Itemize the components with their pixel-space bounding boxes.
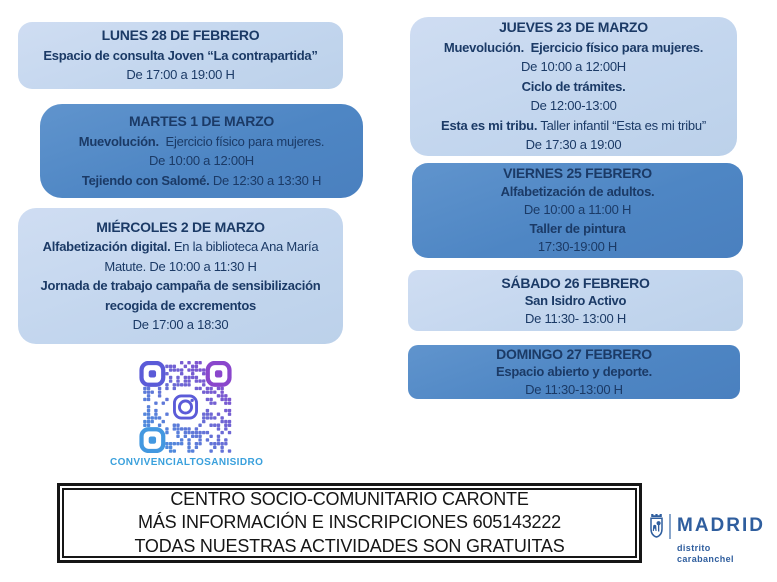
instagram-qr-block	[110, 361, 264, 468]
card-line: De 12:00-13:00	[530, 98, 617, 114]
card-line: Espacio de consulta Joven “La contrapartida”	[43, 47, 318, 63]
madrid-logo	[649, 513, 775, 565]
card-title: DOMINGO 27 FEBRERO	[496, 345, 652, 362]
logo-divider	[669, 514, 671, 539]
district-label-line1: distrito	[677, 543, 711, 553]
card-line: San Isidro Activo	[524, 292, 627, 308]
card-line: Tejiendo con Salomé. De 12:30 a 13:30 H	[81, 172, 322, 188]
event-card-viernes-25-febrero	[412, 163, 743, 258]
card-title: MARTES 1 DE MARZO	[128, 113, 275, 129]
card-line: Alfabetización digital. En la biblioteca Ana María	[42, 239, 319, 254]
card-line: 17:30-19:00 H	[537, 239, 618, 255]
instagram-handle: CONVIVENCIALTOSANISIDRO	[110, 457, 264, 468]
card-line: Taller de pintura	[529, 220, 626, 236]
card-line: Ciclo de trámites.	[521, 78, 626, 94]
info-phone-line: MÁS INFORMACIÓN E INSCRIPCIONES 605143222	[138, 512, 561, 533]
card-title: MIÉRCOLES 2 DE MARZO	[96, 218, 265, 235]
info-center-name: CENTRO SOCIO-COMUNITARIO CARONTE	[170, 488, 529, 509]
card-line: De 10:00 a 12:00H	[521, 59, 626, 75]
card-line: De 17:30 a 19:00	[525, 137, 622, 153]
info-box	[57, 483, 642, 563]
card-line: De 17:00 a 18:30	[132, 317, 229, 332]
event-card-miercoles-2-marzo	[18, 208, 343, 344]
card-title: VIERNES 25 FEBRERO	[503, 165, 652, 182]
card-line: Matute. De 10:00 a 11:30 H	[104, 258, 257, 274]
event-card-domingo-27-febrero	[408, 345, 740, 399]
instagram-qr-code-icon	[138, 361, 233, 453]
event-card-jueves-23-marzo	[410, 17, 737, 156]
event-card-martes-1-marzo	[40, 104, 363, 198]
card-title: JUEVES 23 DE MARZO	[499, 19, 648, 36]
card-line: Alfabetización de adultos.	[500, 183, 655, 199]
card-line: De 10:00 a 11:00 H	[523, 202, 632, 218]
card-line: recogida de excrementos	[104, 297, 257, 313]
card-line: De 17:00 a 19:00 H	[126, 67, 235, 83]
card-line: De 10:00 a 12:00H	[149, 153, 254, 168]
card-line: Espacio abierto y deporte.	[495, 364, 653, 380]
card-line: Jornada de trabajo campaña de sensibilización	[40, 278, 321, 293]
event-card-lunes-28-febrero	[18, 22, 343, 89]
card-line: De 11:30-13:00 H	[525, 381, 623, 397]
card-line: Muevolución. Ejercicio físico para mujeres.	[78, 133, 325, 149]
card-line: Muevolución. Ejercicio físico para mujeres.	[443, 39, 704, 55]
card-line: Esta es mi tribu. Taller infantil “Esta es mi tribu”	[441, 117, 706, 133]
card-title: LUNES 28 DE FEBRERO	[101, 27, 260, 44]
info-free-line: TODAS NUESTRAS ACTIVIDADES SON GRATUITAS	[134, 535, 565, 556]
card-title: SÁBADO 26 FEBRERO	[501, 274, 650, 291]
madrid-wordmark: MADRID	[677, 515, 765, 536]
district-label-line2: carabanchel	[677, 554, 734, 564]
madrid-crest-icon	[649, 513, 664, 539]
event-card-sabado-26-febrero	[408, 270, 743, 331]
card-line: De 11:30- 13:00 H	[524, 310, 627, 326]
